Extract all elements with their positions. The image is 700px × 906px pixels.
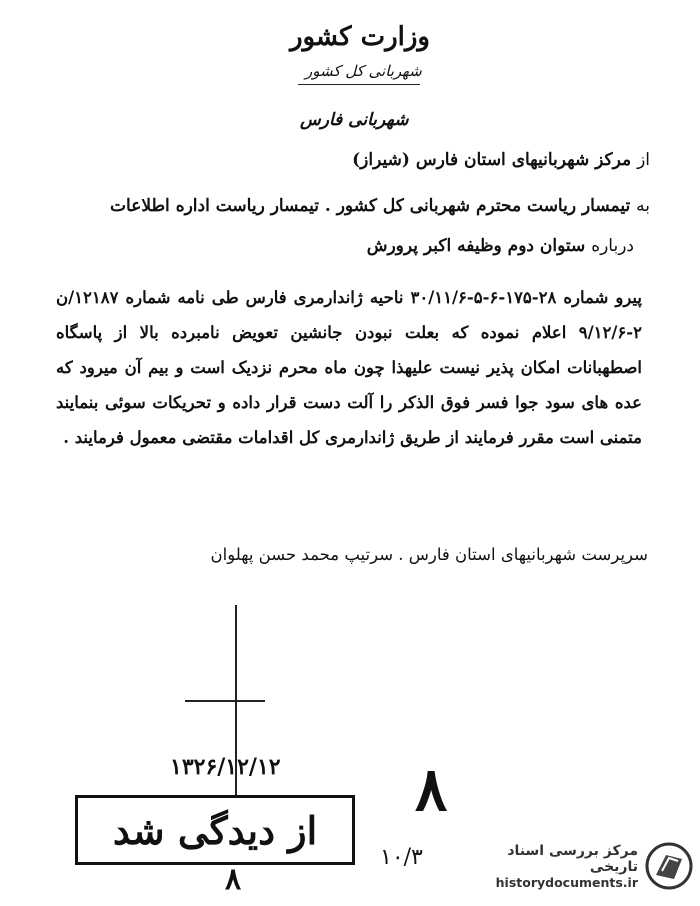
handwritten-note: ۱۰/۳ [380, 845, 423, 870]
pen-stroke-horizontal [185, 700, 265, 702]
from-value: مرکز شهربانیهای استان فارس (شیراز) [352, 150, 632, 170]
department-line-2: شهربانی فارس [300, 110, 409, 130]
archive-emblem-icon [644, 841, 694, 891]
from-label: از [637, 150, 650, 170]
watermark-logo [484, 835, 694, 897]
letter-body: پیرو شماره ۲۸-۱۷۵-۶-۵-۳۰/۱۱/۶ ناحیه ژاندارمری فارس طی نامه شماره ۱۲۱۸۷/ن ۲-۹/۱۲/۶ اعلام نموده که بعلت نبودن جانشین تعویض نامبرده بالا از پاسگاه اصطهبانات امکان پذیر نیست علیهذا چون ماه محرم نزدیک است و بیم آن میرود که عده های سود جوا فسر فوق الذکر را آلت دست قرار داده و تحریکات سوئی بنمایند متمنی است مقرر فرمایند از طریق ژاندارمری کل اقدامات مقتضی معمول فرمایند . [56, 288, 643, 447]
handwritten-number-large: ۸ [415, 755, 448, 825]
to-row [110, 196, 650, 216]
signature-line: سرپرست شهربانیهای استان فارس . سرتیپ محمد حسن پهلوان [210, 545, 648, 564]
ministry-title: وزارت کشور [290, 22, 430, 52]
department-line-1: شهربانی کل کشور [305, 62, 422, 80]
subject-value: ستوان دوم وظیفه اکبر پرورش [366, 236, 586, 256]
stamp-text: از دیدگی شد [112, 807, 318, 853]
document-date: ۱۳۲۶/۱۲/۱۲ [170, 754, 281, 780]
subject-row [367, 236, 634, 256]
handwritten-number-small: ۸ [225, 862, 242, 897]
from-row [352, 150, 650, 170]
header-divider [298, 84, 420, 85]
to-value: تیمسار ریاست محترم شهربانی کل کشور . تیمسار ریاست اداره اطلاعات [110, 196, 631, 216]
to-label: به [636, 196, 650, 216]
watermark-name: مرکز بررسی اسناد تاریخی [507, 842, 638, 875]
watermark-text [484, 843, 638, 890]
watermark-url: historydocuments.ir [495, 874, 638, 890]
subject-label: درباره [591, 236, 634, 256]
archive-stamp [75, 795, 355, 865]
